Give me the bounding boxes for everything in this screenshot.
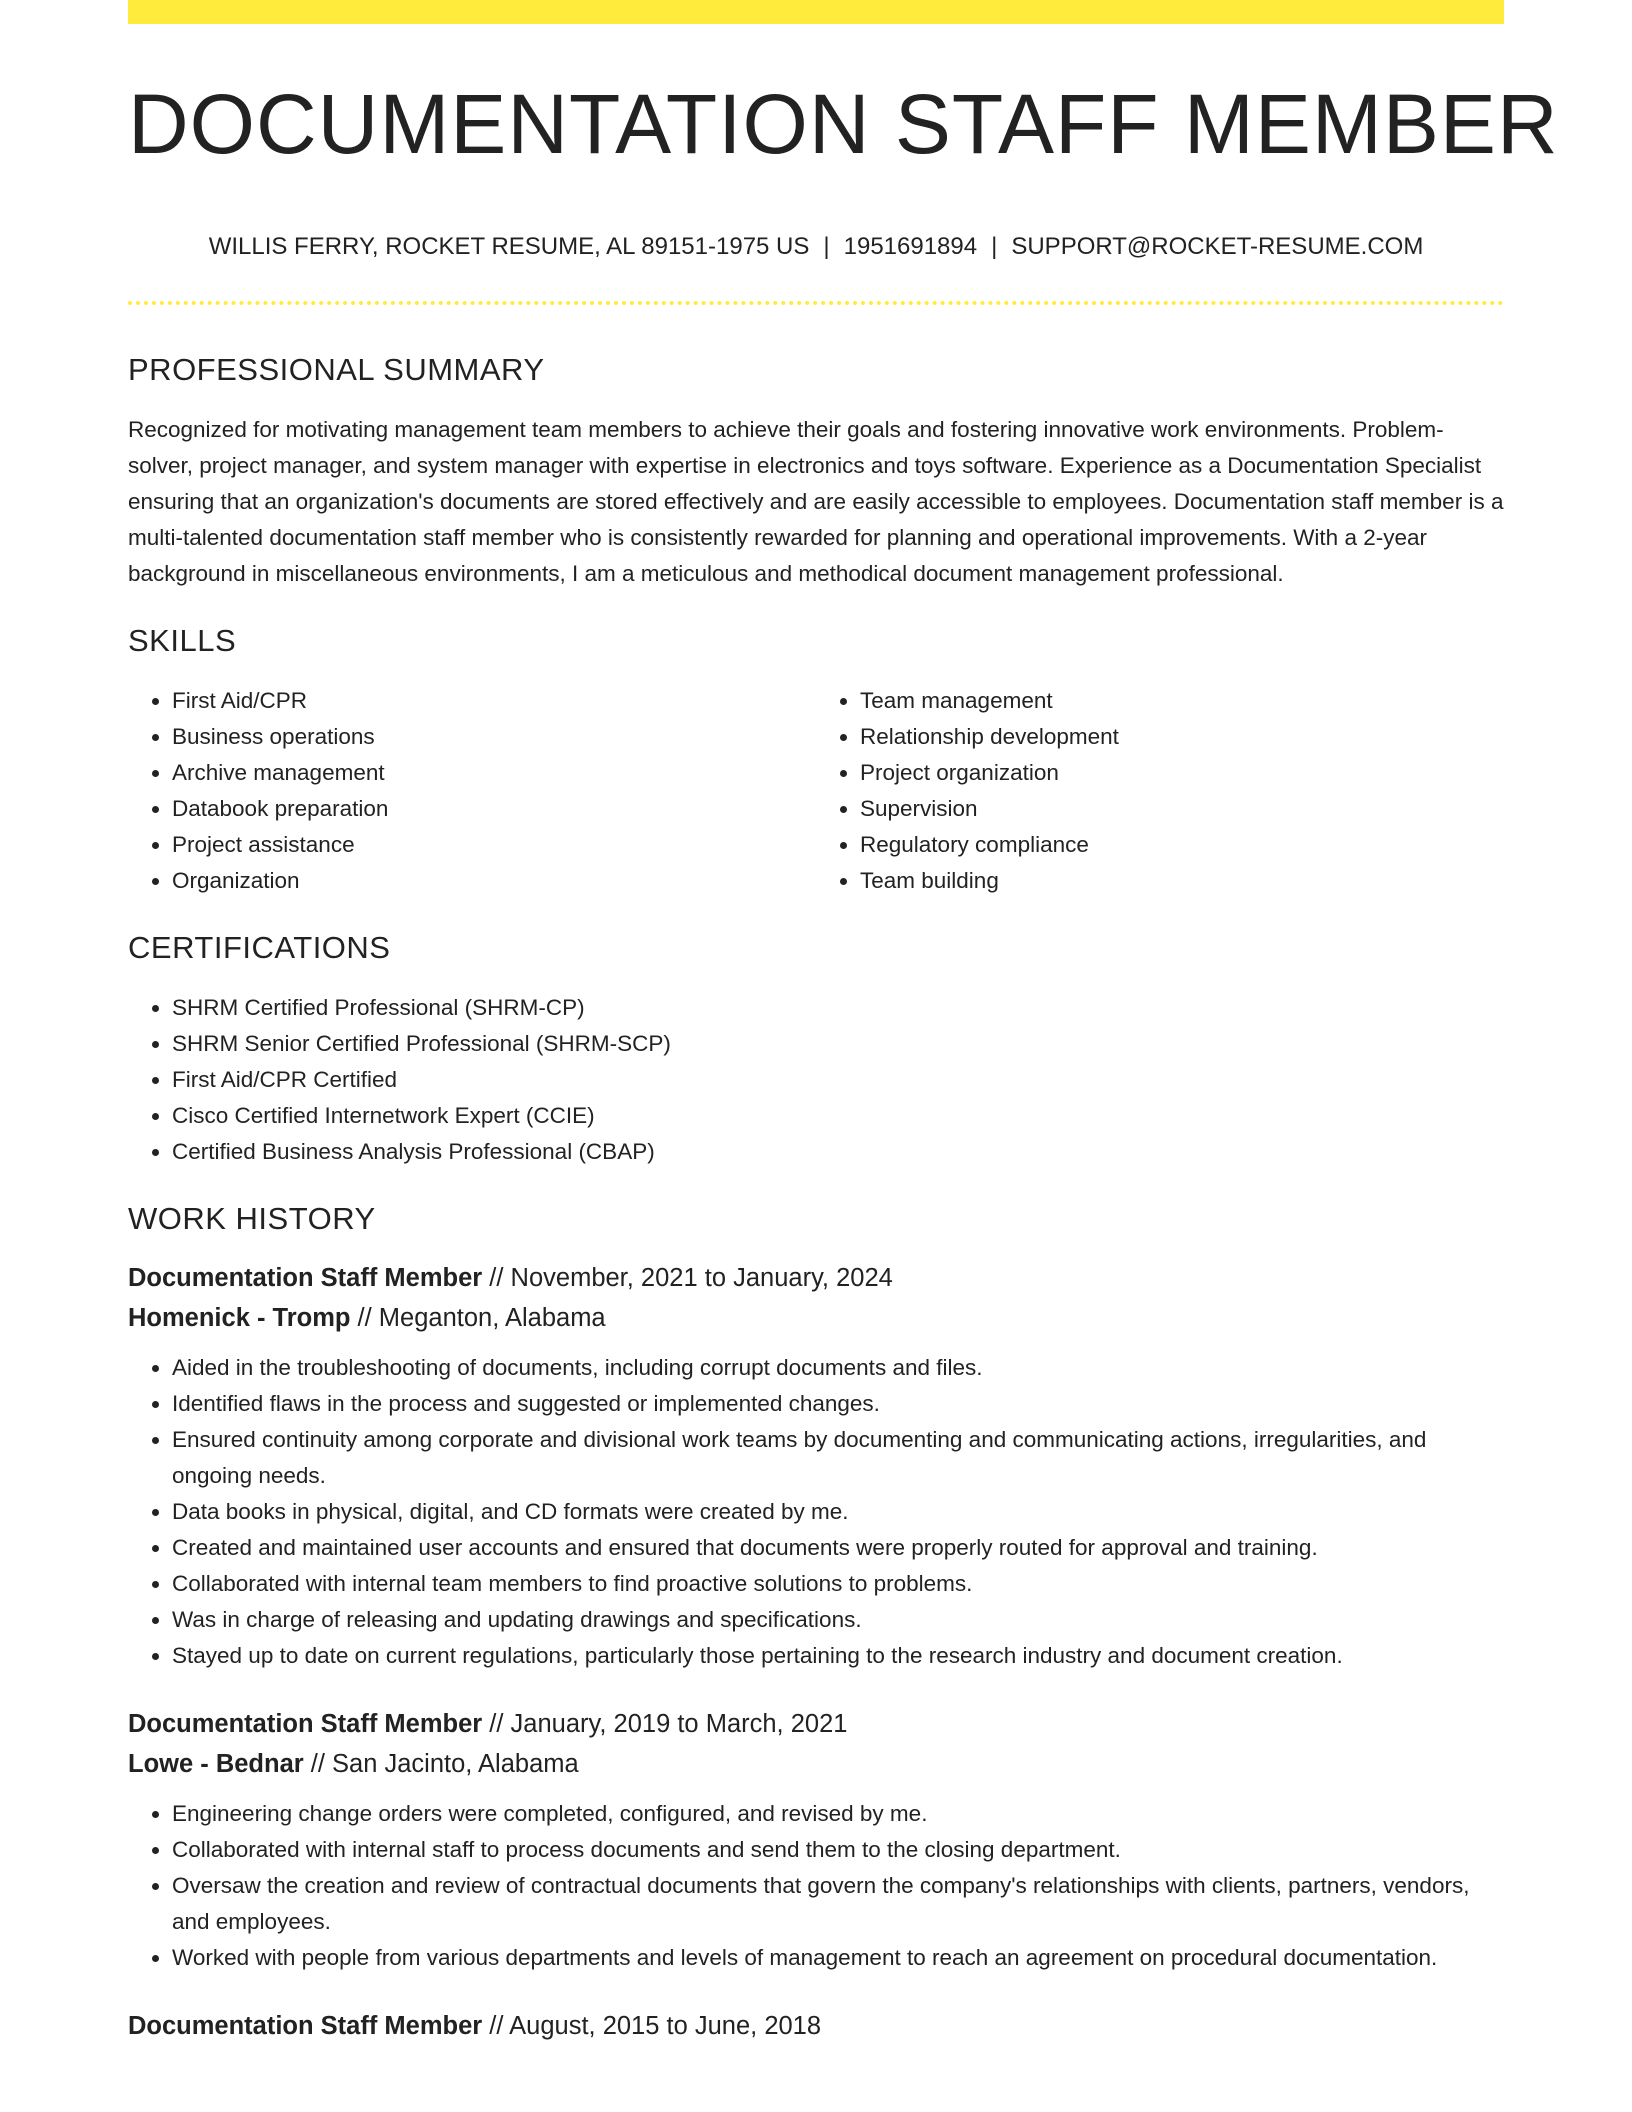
job-bullet: • Was in charge of releasing and updating drawings and specifications. [172,1602,1504,1638]
skill-item: • Supervision [860,791,1504,827]
work-history-heading: WORK HISTORY [128,1201,376,1237]
skill-item: • Project assistance [172,827,816,863]
job-bullet: • Aided in the troubleshooting of documents, including corrupt documents and files. [172,1350,1504,1386]
dotted-divider [128,301,1504,305]
contact-address: WILLIS FERRY, ROCKET RESUME, AL 89151-1975 US [208,233,810,260]
skill-item: • Project organization [860,755,1504,791]
certification-item: • SHRM Senior Certified Professional (SHRM-SCP) [172,1026,1504,1062]
job-dates: // January, 2019 to March, 2021 [482,1709,848,1738]
job-bullet: • Created and maintained user accounts and ensured that documents were properly routed for approval and training. [172,1530,1504,1566]
accent-top-bar [128,0,1504,24]
contact-email: SUPPORT@ROCKET-RESUME.COM [1011,233,1424,260]
job-dates: // November, 2021 to January, 2024 [482,1263,893,1292]
job-title-line [128,1258,1504,1298]
job-role: Documentation Staff Member [128,2011,483,2040]
contact-separator: | [991,233,998,260]
certification-item: • Cisco Certified Internetwork Expert (CCIE) [172,1098,1504,1134]
job-entry [128,2006,1504,2046]
skills-list-right [816,683,1504,899]
job-bullet: • Engineering change orders were completed, configured, and revised by me. [172,1796,1504,1832]
job-company: Lowe - Bednar [128,1749,304,1778]
job-bullet-list [128,1796,1504,1976]
certification-item: • SHRM Certified Professional (SHRM-CP) [172,990,1504,1026]
job-company: Homenick - Tromp [128,1303,351,1332]
skills-list-left [128,683,816,899]
certifications-heading: CERTIFICATIONS [128,930,391,966]
contact-separator: | [823,233,830,260]
job-location: // San Jacinto, Alabama [303,1749,579,1778]
job-entry [128,1704,1504,1976]
certification-item: • Certified Business Analysis Professional (CBAP) [172,1134,1504,1170]
skill-item: • Organization [172,863,816,899]
skill-item: • First Aid/CPR [172,683,816,719]
job-bullet: • Ensured continuity among corporate and divisional work teams by documenting and communicating actions, irregularities, and ongoing needs. [172,1422,1504,1494]
skill-item: • Archive management [172,755,816,791]
job-bullet: • Stayed up to date on current regulations, particularly those pertaining to the research industry and document creation. [172,1638,1504,1674]
job-bullet: • Worked with people from various departments and levels of management to reach an agreement on procedural documentation. [172,1940,1504,1976]
contact-line [128,233,1504,262]
job-dates: // August, 2015 to June, 2018 [482,2011,822,2040]
job-role: Documentation Staff Member [128,1709,483,1738]
job-title-line [128,1704,1504,1744]
job-title-line [128,2006,1504,2046]
candidate-name: DOCUMENTATION STAFF MEMBER [128,77,1559,171]
certifications-list [128,990,1504,1170]
skills-columns [128,683,1504,899]
job-entry [128,1258,1504,1674]
skill-item: • Business operations [172,719,816,755]
job-location: // Meganton, Alabama [350,1303,606,1332]
skill-item: • Team building [860,863,1504,899]
skill-item: • Relationship development [860,719,1504,755]
skill-item: • Team management [860,683,1504,719]
summary-heading: PROFESSIONAL SUMMARY [128,351,545,387]
job-bullet-list [128,1350,1504,1674]
skills-heading: SKILLS [128,622,237,658]
job-bullet: • Collaborated with internal staff to process documents and send them to the closing department. [172,1832,1504,1868]
job-bullet: • Collaborated with internal team members to find proactive solutions to problems. [172,1566,1504,1602]
job-bullet: • Data books in physical, digital, and CD formats were created by me. [172,1494,1504,1530]
summary-paragraph: Recognized for motivating management team members to achieve their goals and fostering innovative work environments. Problem-solver, project manager, and system manager with expertise in electronics and toys software. Experience as a Documentation Specialist ensuring that an organization's documents are stored effectively and are easily accessible to employees. Documentation staff member is a multi-talented documentation staff member who is consistently rewarded for planning and operational improvements. With a 2-year background in miscellaneous environments, I am a meticulous and methodical document management professional. [128,416,1504,586]
job-bullet: • Identified flaws in the process and suggested or implemented changes. [172,1386,1504,1422]
certification-item: • First Aid/CPR Certified [172,1062,1504,1098]
job-bullet: • Oversaw the creation and review of contractual documents that govern the company's relationships with clients, partners, vendors, and employees. [172,1868,1504,1940]
contact-phone: 1951691894 [843,233,978,260]
skill-item: • Regulatory compliance [860,827,1504,863]
resume-page [128,0,1559,2046]
skill-item: • Databook preparation [172,791,816,827]
job-company-line [128,1744,1504,1784]
job-company-line [128,1298,1504,1338]
job-role: Documentation Staff Member [128,1263,483,1292]
